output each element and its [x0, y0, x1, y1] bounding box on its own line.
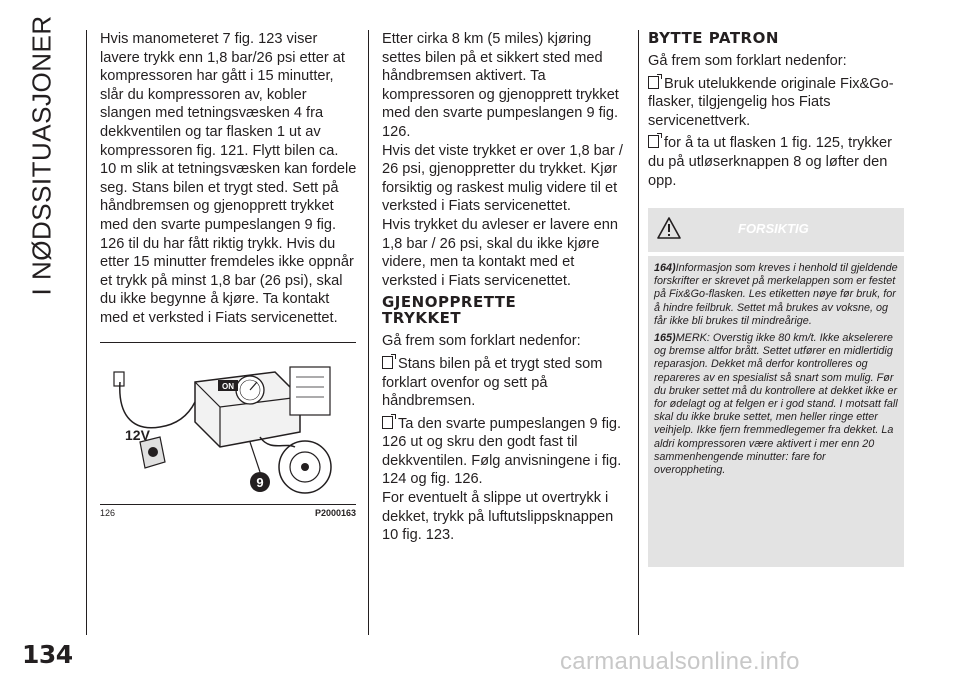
column-1 — [100, 30, 358, 328]
on-label: ON — [222, 382, 234, 391]
caption-code: P2000163 — [314, 508, 356, 518]
figure-compressor-illustration — [100, 342, 356, 502]
section-heading-gjenopprette: GJENOPPRETTE TRYKKET — [382, 293, 517, 328]
warning-item-165: 165)MERK: Overstig ikke 80 km/t. Ikke akselerere og bremse altfor brått. Settet utfører en midlertidig reparasjon. Dekket må derfor kontrolleres og repareres av en spesialist så snart som mulig. Før du bruker settet må du kontrollere at dekket ikke er for ødelagt og at felgen er i god stand. I motsatt fall skal du ikke bruke settet, men heller ringe etter veihjelp. Ikke fjern fremmedlegemer fra dekket. La aldri kompressoren være aktivert i mer enn 20 sammenhengende minutter: fare for overoppheting. — [654, 332, 898, 477]
checkbox-icon — [648, 135, 659, 148]
watermark: carmanualsonline.info — [560, 648, 800, 675]
checkbox-icon — [382, 416, 393, 429]
warning-body — [648, 256, 904, 567]
warning-title: FORSIKTIG — [738, 221, 809, 236]
warning-header — [648, 208, 904, 252]
checkbox-icon — [382, 356, 393, 369]
col2-list-item-1: Stans bilen på et trygt sted som forklart ovenfor og sett på håndbremsen. — [382, 355, 603, 410]
figure-caption — [100, 508, 356, 518]
col2-paragraph-4: For eventuelt å slippe ut overtrykk i dekket, trykk på luftutslippsknappen 10 fig. 123. — [382, 490, 614, 544]
warning-item-164: 164)Informasjon som kreves i henhold til gjeldende forskrifter er skrevet på merkelappen som er festet på Fix&Go-flasken. Les etiketten nøye før bruk, for å hindre feilbruk. Settet må brukes av voksne, og får ikke bli brukes til mindreårige. — [654, 262, 898, 327]
callout-9: 9 — [256, 475, 264, 490]
col3-intro: Gå frem som forklart nedenfor: — [648, 53, 847, 69]
col2-paragraph-3: Hvis trykket du avleser er lavere enn 1,8 bar / 26 psi, skal du ikke kjøre videre, men ta kontakt med et verksted i Fiats servicenettet. — [382, 216, 619, 289]
chapter-title-text: I NØDSSITUASJONER — [26, 15, 57, 296]
column-divider-left — [86, 30, 87, 635]
col3-list-item-1: Bruk utelukkende originale Fix&Go-flasker, tilgjengelig hos Fiats servicenettverk. — [648, 75, 894, 129]
page-number: 134 — [22, 640, 73, 669]
column-divider-mid — [368, 30, 369, 635]
col1-paragraph: Hvis manometeret 7 fig. 123 viser lavere trykk enn 1,8 bar/26 psi etter at kompressoren har gått i 15 minutter, slår du kompressoren av, kobler slangen med tetningsvæsken 4 fra dekkventilen og tar flasken 1 ut av kompressoren fig. 121. Flytt bilen ca. 10 m slik at tetningsvæsken kan fordele seg. Stans bilen et trygt sted. Sett på håndbremsen og gjenopprett trykket med den svarte pumpeslangen 9 fig. 126 til du har fått riktig trykk. Hvis du etter 15 minutter fremdeles ikke oppnår et trykk på minst 1,8 bar (26 psi), skal du ikke begynne å kjøre. Ta kontakt med et verksted i Fiats servicenettet. — [100, 31, 357, 326]
chapter-side-title — [22, 15, 62, 300]
warning-triangle-icon — [656, 216, 682, 240]
col2-paragraph-1: Etter cirka 8 km (5 miles) kjøring settes bilen på et sikkert sted med håndbremsen aktivert. Ta kompressoren og gjenopprett trykket med den svarte pumpeslangen 9 fig. 126. — [382, 31, 619, 140]
figure-bottom-rule — [100, 504, 356, 505]
col3-list-item-2: for å ta ut flasken 1 fig. 125, trykker du på utløserknappen 8 og løfter den opp. — [648, 135, 892, 189]
label-12v: 12V — [125, 427, 150, 443]
col2-intro: Gå frem som forklart nedenfor: — [382, 333, 581, 350]
col2-list-item-2: Ta den svarte pumpeslangen 9 fig. 126 ut og skru den godt fast til dekkventilen. Følg anvisningene i fig. 124 og fig. 126. — [382, 415, 622, 488]
col2-paragraph-2: Hvis det viste trykket er over 1,8 bar / 26 psi, gjenoppretter du trykket. Kjør forsiktig og raskest mulig videre til et verksted i Fiats servicenettet. — [382, 142, 623, 215]
section-heading-bytte-patron: BYTTE PATRON — [648, 29, 779, 47]
caption-number: 126 — [100, 508, 116, 518]
column-divider-right — [638, 30, 639, 635]
column-2 — [382, 30, 632, 545]
column-3 — [648, 30, 904, 190]
checkbox-icon — [648, 76, 659, 89]
